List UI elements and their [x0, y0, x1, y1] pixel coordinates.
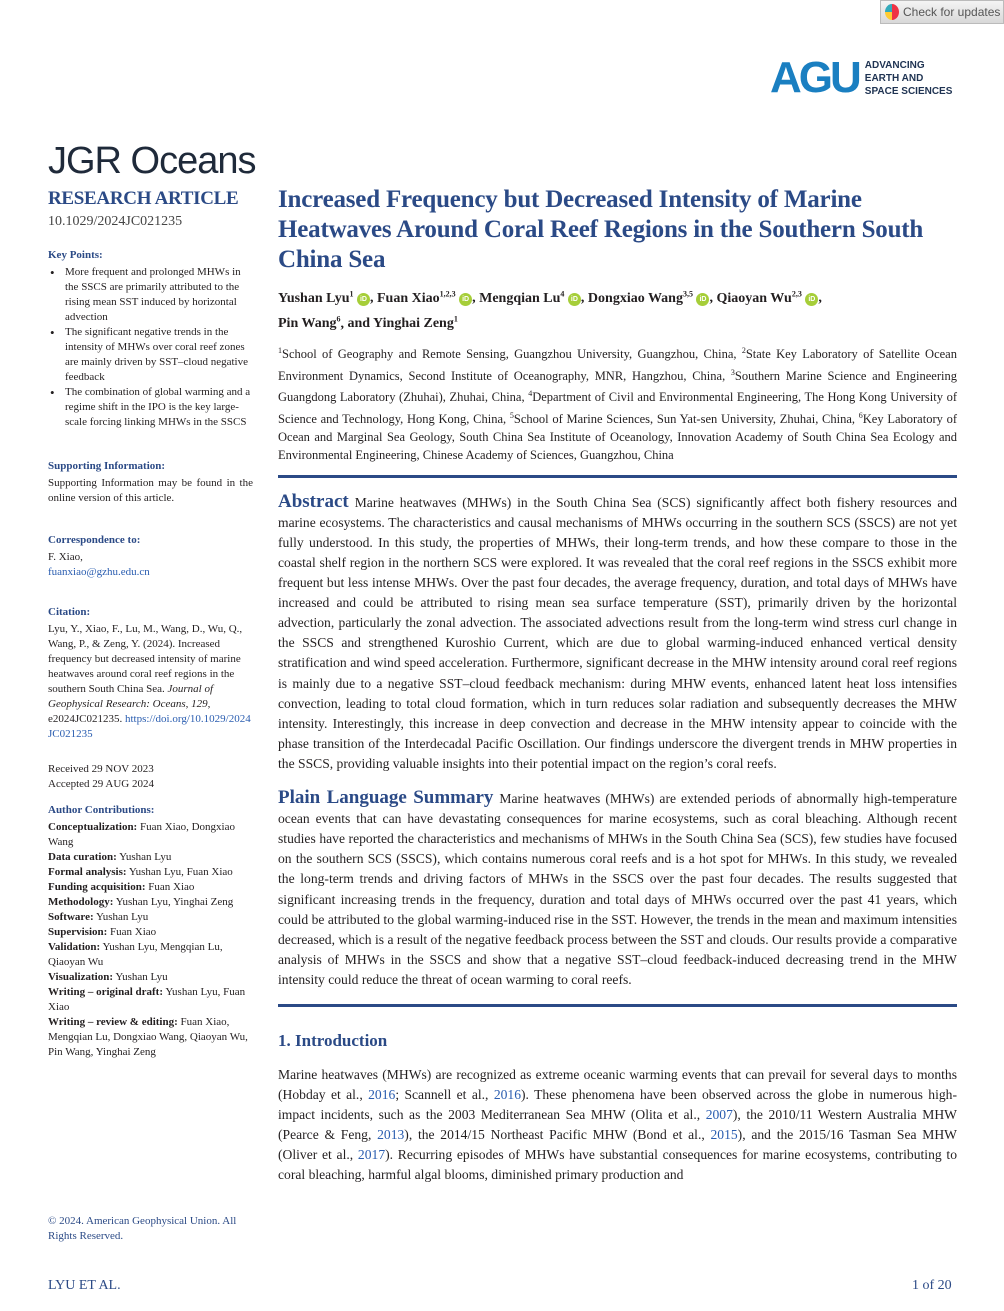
affiliation: Key Laboratory of Ocean and Marginal Sea Geology, South China Sea Institute of Oceanology, Innovation Academy of South China Sea Ecology and Environmental Engineering, Chinese Academy of Sciences, Guangzhou, China: [278, 411, 957, 463]
citation-link[interactable]: 2007: [705, 1107, 733, 1123]
orcid-icon[interactable]: iD: [805, 293, 818, 306]
key-point: • The combination of global warming and a regime shift in the IPO is the key large-scale forcing linking MHWs in the SSCS: [48, 385, 253, 430]
page-number: 1 of 20: [912, 1278, 952, 1293]
affiliations: $^1$School of Geography and Remote Sensing, Guangzhou University, Guangzhou, China, $^2$State Key Laboratory of Satellite Ocean Environment Dynamics, Second Institute of Oceanography, MNR, Hangzhou, China, $^3$Southern Marine Science and Engineering Guangdong Laboratory (Zhuhai), Zhuhai, China, $^4$Department of Civil and Environmental Engineering, The Hong Kong University of Science and Technology, Hong Kong, China, $^5$School of Marine Sciences, Sun Yat-sen University, Zhuhai, China, $^6$Key Laboratory of Ocean and Marginal Sea Geology, South China Sea Institute of Oceanology, Innovation Academy of South China Sea Ecology and Environmental Engineering, Chinese Academy of Sciences, Guangzhou, China: [278, 346, 957, 463]
affiliation: School of Geography and Remote Sensing, Guangzhou University, Guangzhou, China,: [282, 347, 742, 362]
running-head: LYU ET AL.: [48, 1278, 121, 1293]
citation-link[interactable]: 2017: [357, 1147, 386, 1163]
journal-name: JGR Oceans: [48, 140, 256, 182]
abstract: Abstract Marine heatwaves (MHWs) in the South China Sea (SCS) significantly affect both fishery resources and marine ecosystems. The characteristics and causal mechanisms of MHWs occurring in the southern SCS (SSCS) are not yet fully understood. In this study, the properties of MHWs, their long-term trends, and how these compare to those in the coastal shelf region in the northern SCS were explored. It was revealed that the coral reef regions in the SSCS exhibit more frequent but less intense MHWs. Over the past four decades, the average frequency, duration, and total days of MHWs have increased and could be attributed to rising mean sea surface temperature (SST), primarily driven by the horizontal advection, particularly the zonal advection. The associated advections result from the long-term wind stress curl change in the SSCS and strengthened Kuroshio Current, which are due to global warming-induced enhanced vertical density stratification and wind speed acceleration. Furthermore, significant decrease in the MHW intensity around coral reef regions is mainly due to a negative SST–cloud feedback mechanism: during MHW events, enhanced latent heat loss intensifies convection, leading to total cloud formation, which in turn reduces solar radiation and subsequently decreases the MHW intensity. Interestingly, this increase in deep convection and decrease in the MHW intensity appear to coincide with the phase transition of the Interdecadal Pacific Oscillation. Our findings underscore the divergent trends in MHW properties in the SSCS, providing valuable insights into their potential impact on the region’s coral reefs.: [278, 490, 957, 771]
accepted-date: Accepted 29 AUG 2024: [48, 778, 155, 790]
received-date: Received 29 NOV 2023: [48, 763, 154, 775]
doi: 10.1029/2024JC021235: [48, 214, 183, 229]
author: and Yinghai Zeng$^1$: [347, 314, 458, 332]
correspondence-name: F. Xiao,: [48, 551, 83, 563]
agu-logo: AGU ADVANCING EARTH AND SPACE SCIENCES: [770, 53, 953, 102]
contributions-list: [48, 820, 253, 1060]
contribution-item: Supervision: Fuan Xiao: [48, 926, 157, 938]
author: Fuan Xiao$^{1,2,3}$ iD: [377, 291, 472, 306]
citation-doi-link[interactable]: https://doi.org/10.1029/2024JC021235: [48, 713, 251, 740]
author: Yushan Lyu$^1$ iD: [278, 291, 370, 306]
pls-heading: Plain Language Summary: [278, 787, 494, 809]
check-for-updates-button[interactable]: Check for updates: [880, 0, 1004, 24]
orcid-icon[interactable]: iD: [696, 293, 709, 306]
affiliation: Department of Civil and Environmental Engineering, The Hong Kong University of Science and Technology, Hong Kong, China,: [278, 390, 957, 426]
copyright: © 2024. American Geophysical Union. All Rights Reserved.: [48, 1215, 237, 1242]
author: Pin Wang$^6$: [278, 314, 341, 332]
contribution-item: Visualization: Yushan Lyu: [48, 971, 168, 983]
affiliation: Southern Marine Science and Engineering Guangdong Laboratory (Zhuhai), Zhuhai, China,: [278, 368, 957, 405]
citation-text: Lyu, Y., Xiao, F., Lu, M., Wang, D., Wu, Q., Wang, P., & Zeng, Y. (2024). Increased frequency but decreased intensity of marine heatwaves around coral reef regions in the southern South China Sea. Journal of Geophysical Research: Oceans, 129, e2024JC021235. https://doi.org/10.1029/2024JC021235: [48, 623, 251, 740]
author: Qiaoyan Wu$^{2,3}$ iD: [716, 291, 818, 306]
introduction-paragraph: Marine heatwaves (MHWs) are recognized as extreme oceanic warming events that can prevail for several days to months (Hobday et al., 2016; Scannell et al., 2016). These phenomena have been observed across the globe in numerous high-impact incidents, such as the 2003 Mediterranean Sea MHW (Olita et al., 2007), the 2010/11 Western Australia MHW (Pearce & Feng, 2013), the 2014/15 Northeast Pacific MHW (Bond et al., 2015), and the 2015/16 Tasman Sea MHW (Oliver et al., 2017). Recurring episodes of MHWs have substantial consequences for marine ecosystems, contributing to coral bleaching, harmful algal blooms, diminished primary production and: [278, 1066, 958, 1183]
key-point: • The significant negative trends in the intensity of MHWs over coral reef zones are mainly driven by SST–cloud negative feedback: [48, 325, 253, 385]
plain-language-summary: Plain Language Summary Marine heatwaves (MHWs) are extended periods of abnormally high-temperature ocean events that can have devastating consequences for marine ecosystems, such as coral bleaching. Although recent studies have reported the characteristics and mechanisms of MHWs in the South China Sea (SCS), few studies have focused on the southern SCS (SSCS), which contains numerous coral reefs and is a hot spot for MHWs. In this study, we revealed the long-term trends and driving factors of MHWs in the SSCS over the past four decades. The results suggested that significant increasing trends in the frequency, duration and total days of MHWs occurred over the past 41 years, which could be attributed to the global warming-induced rise in the SST. However, the trends in the mean and maximum intensities decreased, which is a result of the negative feedback process between the SST and clouds. Our results provide a comparative analysis of MHWs in the SSCS and show that a negative SST–cloud feedback-induced decreasing trend in the MHW intensity could reduce the threat of ocean warming to coral reefs.: [278, 787, 957, 987]
contribution-item: Formal analysis: Yushan Lyu, Fuan Xiao: [48, 866, 233, 878]
citation-link[interactable]: 2016: [493, 1087, 522, 1103]
key-point: • More frequent and prolonged MHWs in the SSCS are primarily attributed to the rising mean SST induced by horizontal advection: [48, 265, 253, 325]
contribution-item: Data curation: Yushan Lyu: [48, 851, 172, 863]
divider: [278, 1004, 957, 1007]
contribution-item: Writing – original draft: Yushan Lyu, Fuan Xiao: [48, 986, 246, 1013]
key-points-list: [48, 265, 253, 430]
divider: [278, 475, 957, 478]
orcid-icon[interactable]: iD: [357, 293, 370, 306]
author: Dongxiao Wang$^{3,5}$ iD: [588, 291, 710, 306]
contributions-heading: Author Contributions:: [48, 804, 155, 816]
author-list: Yushan Lyu$^1$ iD , Fuan Xiao$^{1,2,3}$ iD , Mengqian Lu$^4$ iD , Dongxiao Wang$^{3,5}$ iD , Qiaoyan Wu$^{2,3}$ iD , Pin Wang$^6$, and Yinghai Zeng$^1$: [278, 289, 822, 332]
supporting-heading: Supporting Information:: [48, 460, 166, 472]
contribution-item: Validation: Yushan Lyu, Mengqian Lu, Qiaoyan Wu: [48, 941, 223, 968]
affiliation: State Key Laboratory of Satellite Ocean Environment Dynamics, Second Institute of Oceanography, MNR, Hangzhou, China,: [278, 347, 957, 383]
correspondence-heading: Correspondence to:: [48, 534, 141, 546]
citation-link[interactable]: 2013: [377, 1127, 405, 1143]
article-type: RESEARCH ARTICLE: [48, 188, 239, 209]
orcid-icon[interactable]: iD: [459, 293, 472, 306]
supporting-text: Supporting Information may be found in the online version of this article.: [48, 477, 253, 504]
citation-link[interactable]: 2015: [710, 1127, 738, 1143]
abstract-heading: Abstract: [278, 490, 349, 512]
contribution-item: Software: Yushan Lyu: [48, 911, 149, 923]
orcid-icon[interactable]: iD: [568, 293, 581, 306]
citation-link[interactable]: 2016: [368, 1087, 396, 1103]
correspondence-email-link[interactable]: fuanxiao@gzhu.edu.cn: [48, 566, 150, 578]
author: Mengqian Lu$^4$ iD: [479, 291, 581, 306]
contribution-item: Methodology: Yushan Lyu, Yinghai Zeng: [48, 896, 234, 908]
introduction-heading: 1. Introduction: [278, 1030, 388, 1050]
key-points-heading: Key Points:: [48, 249, 103, 261]
article-title: Increased Frequency but Decreased Intensity of Marine Heatwaves Around Coral Reef Regions in the Southern South China Sea: [278, 186, 924, 273]
crossmark-icon: [885, 4, 899, 20]
main-content: [278, 185, 957, 1186]
contribution-item: Writing – review & editing: Fuan Xiao, Mengqian Lu, Dongxiao Wang, Qiaoyan Wu, Pin Wang, Yinghai Zeng: [48, 1016, 248, 1058]
citation-heading: Citation:: [48, 606, 91, 618]
affiliation: School of Marine Sciences, Sun Yat-sen University, Zhuhai, China,: [513, 411, 859, 426]
contribution-item: Funding acquisition: Fuan Xiao: [48, 881, 195, 893]
sidebar: [48, 188, 253, 1060]
contribution-item: Conceptualization: Fuan Xiao, Dongxiao Wang: [48, 821, 235, 848]
